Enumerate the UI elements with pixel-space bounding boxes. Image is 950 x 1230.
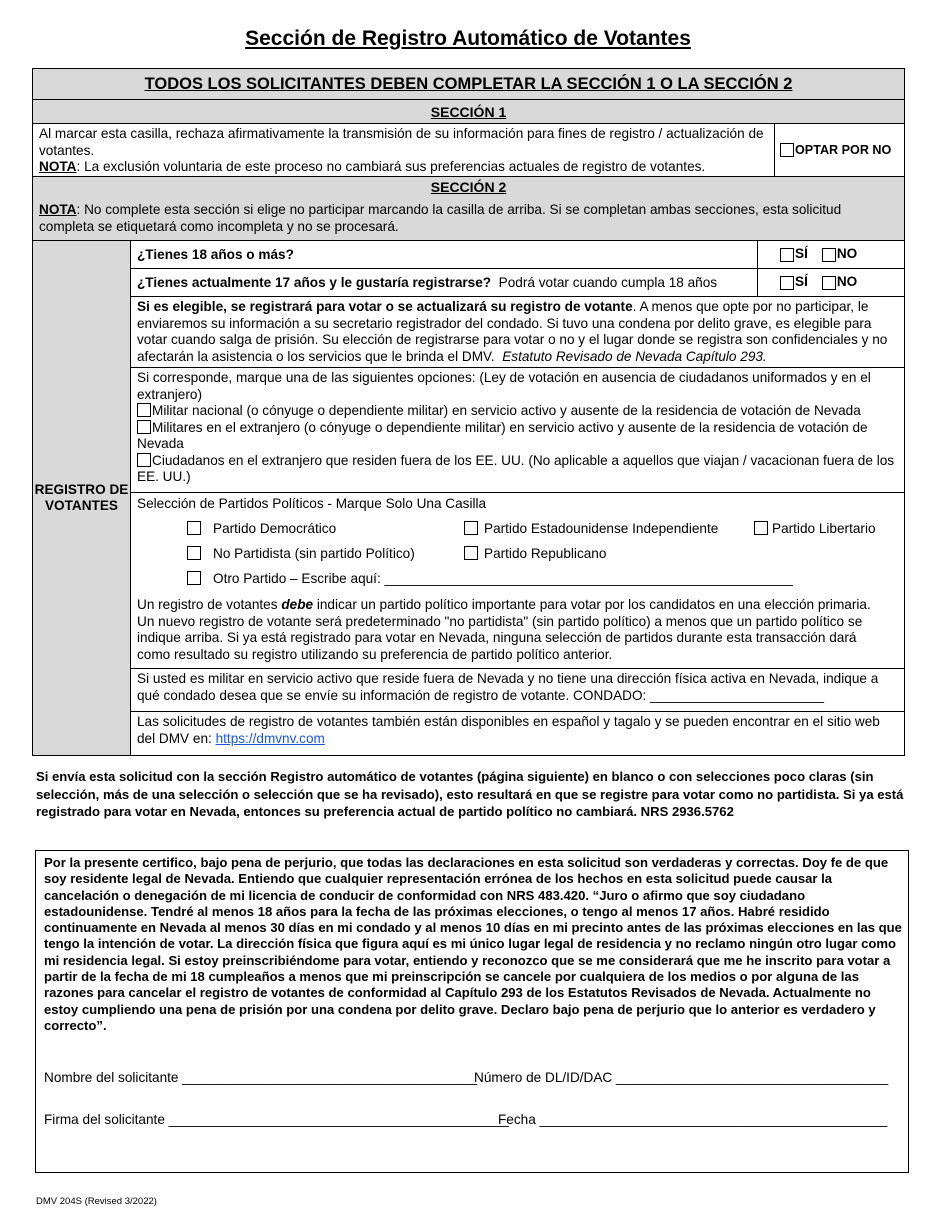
question-17-text (131, 269, 758, 296)
voter-registration-block (33, 241, 904, 755)
uocava-option-3-label: Ciudadanos en el extranjero que residen fuera de los EE. UU. (No aplicable a aquellos que viajan / vacacionan fuera de los EE. UU.) (137, 452, 895, 484)
party-libertarian-checkbox[interactable] (754, 521, 768, 535)
form-header: TODOS LOS SOLICITANTES DEBEN COMPLETAR LA SECCIÓN 1 O LA SECCIÓN 2 (33, 69, 904, 100)
q18-yes-label: SÍ (795, 246, 808, 262)
question-18-text (131, 241, 758, 268)
party-independent-american-option[interactable] (464, 521, 718, 538)
q17-yes-option[interactable] (780, 274, 808, 291)
section1-heading: SECCIÓN 1 (33, 100, 904, 124)
registration-body (131, 241, 904, 755)
opt-out-checkbox[interactable] (780, 143, 794, 157)
uocava-option-1-label: Militar nacional (o cónyuge o dependiente militar) en servicio activo y ausente de la residencia de votación de Nevada (152, 403, 861, 418)
section1-note-label: NOTA (39, 159, 77, 174)
uocava-intro: Si corresponde, marque una de las siguientes opciones: (Ley de votación en ausencia de ciudadanos uniformados y en el extranjero) (137, 370, 871, 402)
q18-no-label: NO (836, 246, 858, 262)
uocava-option-2-label: Militares en el extranjero (o cónyuge o dependiente militar) en servicio activo y ausente de la residencia de votación de Nevada (137, 419, 868, 451)
voter-registration-form (32, 68, 905, 756)
dmv-website-link[interactable]: https://dmvnv.com (215, 730, 325, 746)
party-selection-block (131, 493, 904, 669)
party-nonpartisan-checkbox[interactable] (187, 546, 201, 560)
section1-row (33, 124, 904, 177)
section1-note: : La exclusión voluntaria de este proceso no cambiará sus preferencias actuales de registro de votantes. (76, 159, 706, 174)
party-other-checkbox[interactable] (187, 571, 201, 585)
party-note (137, 597, 891, 663)
uocava-checkbox-2[interactable] (137, 420, 151, 434)
uocava-option-2[interactable] (137, 420, 898, 453)
question-17-extra: Podrá votar cuando cumpla 18 años (498, 275, 718, 290)
party-democratic-label: Partido Democrático (213, 521, 337, 536)
party-libertarian-option[interactable] (754, 521, 876, 538)
q17-no-label: NO (836, 274, 858, 290)
question-17-label: ¿Tienes actualmente 17 años y le gustaría registrarse? (137, 275, 492, 290)
availability-block (131, 712, 904, 755)
section1-text (33, 124, 775, 176)
opt-out-label: OPTAR POR NO (795, 143, 892, 157)
applicant-signature-field[interactable]: Firma del solicitante _____________________________________________ (44, 1112, 509, 1127)
question-18 (131, 241, 904, 269)
q18-no-option[interactable] (822, 246, 857, 263)
section2-note-text: : No complete esta sección si elige no participar marcando la casilla de arriba. Si se completan ambas secciones, esta solicitud completa se etiquetará como incompleta y no se procesará. (39, 202, 842, 234)
certification-text: Por la presente certifico, bajo pena de perjurio, que todas las declaraciones en esta solicitud son verdaderas y correctas. Doy fe de que soy residente legal de Nevada. Entiendo que cualquier representación errónea de los hechos en esta solicitud puede causar la cancelación o denegación de mi licencia de conducir de conformidad con NRS 483.420. “Juro o afirmo que soy ciudadano estadounidense. Tendré al menos 18 años para la fecha de las próximas elecciones, o tengo al menos 17 años. Habré residido continuamente en Nevada al menos 30 días en mi condado y al menos 10 días en mi precinto antes de las próximas elecciones en las que tengo la intención de votar. La dirección física que figura aquí es mi único lugar legal de residencia y no reclamo ningún otro lugar como mi residencia legal. Si estoy preinscribiéndome para votar, entiendo y reconozco que se me considerará que me he inscrito para votar a partir de la fecha de mi 18 cumpleaños a menos que mi preinscripción se cancele por cualquiera de los medios o por alguna de las razones para cancelar el registro de votantes de conformidad al Capítulo 293 de los Estatutos Revisados de Nevada. Actualmente no estoy cumpliendo una pena de prisión por una condena por delito grave. Declaro bajo pena de perjurio que lo anterior es verdadero y correcto”. (44, 855, 902, 1033)
uocava-checkbox-1[interactable] (137, 403, 151, 417)
eligibility-bold: Si es elegible, se registrará para votar o se actualizará su registro de votante (137, 299, 633, 314)
party-note-must: debe (281, 597, 314, 612)
availability-text: Las solicitudes de registro de votantes también están disponibles en español y tagalo y se pueden encontrar en el sitio web del DMV en: (137, 714, 880, 746)
party-libertarian-label: Partido Libertario (772, 521, 876, 536)
section2-heading: SECCIÓN 2 (430, 179, 507, 195)
military-county-text[interactable]: Si usted es militar en servicio activo que reside fuera de Nevada y no tiene una dirección física activa en Nevada, indique a qué condado desea que se envíe su información de registro de votante. CONDADO: _______________________ (137, 671, 879, 703)
question-17-answers (758, 269, 904, 296)
party-democratic-option[interactable] (187, 521, 336, 538)
party-note-a: Un registro de votantes (137, 597, 282, 612)
uocava-option-3[interactable] (137, 453, 898, 486)
party-republican-option[interactable] (464, 546, 606, 563)
q17-no-checkbox[interactable] (822, 276, 836, 290)
side-label: REGISTRO DE VOTANTES (33, 241, 131, 755)
opt-out-option[interactable] (775, 124, 904, 176)
question-18-label: ¿Tienes 18 años o más? (137, 247, 294, 262)
q18-no-checkbox[interactable] (822, 248, 836, 262)
party-other-option[interactable] (187, 571, 793, 588)
party-note-b: indicar un partido político importante para votar por los candidatos en una elección primaria. Un nuevo registro de votante será predeterminado "no partidista" (sin partido político) a menos que un partido político se indique arriba. Si ya está registrado para votar en Nevada, ninguna selección de partidos durante esta transacción dará como resultado su registro utilizando su preferencia de partido político anterior. (137, 597, 871, 662)
uocava-checkbox-3[interactable] (137, 453, 151, 467)
military-county-block (131, 669, 904, 712)
party-republican-checkbox[interactable] (464, 546, 478, 560)
q17-yes-checkbox[interactable] (780, 276, 794, 290)
question-18-answers (758, 241, 904, 268)
q18-yes-option[interactable] (780, 246, 808, 263)
party-democratic-checkbox[interactable] (187, 521, 201, 535)
party-heading: Selección de Partidos Políticos - Marque Solo Una Casilla (137, 496, 487, 511)
certification-box (35, 850, 909, 1173)
uocava-option-1[interactable] (137, 403, 898, 420)
party-independent-american-checkbox[interactable] (464, 521, 478, 535)
party-nonpartisan-option[interactable] (187, 546, 415, 563)
blank-section-notice: Si envía esta solicitud con la sección Registro automático de votantes (página siguiente) en blanco o con selecciones poco claras (sin selección, más de una selección o selección que se ha revisado), esto resultará en que se registre para votar como no partidista. Si ya está registrado para votar en Nevada, entonces su preferencia actual de partido político no cambiará. NRS 2936.5762 (36, 769, 904, 819)
eligibility-text: . A menos que opte por no participar, le enviaremos su información a su secretario registrador del condado. Si tuvo una condena por delito grave, es elegible para votar cuando salga de prisión. Su elección de registrarse para votar o no y el lugar donde se registra son confidenciales y no afectarán la asistencia o los servicios que le brinda el DMV. (137, 299, 888, 364)
form-number: DMV 204S (Revised 3/2022) (36, 1196, 157, 1207)
q17-no-option[interactable] (822, 274, 857, 291)
uocava-block (131, 368, 904, 493)
section2-note (33, 200, 904, 235)
q17-yes-label: SÍ (795, 274, 808, 290)
eligibility-statute: Estatuto Revisado de Nevada Capítulo 293. (502, 348, 767, 364)
applicant-name-field[interactable]: Nombre del solicitante _______________________________________ (44, 1070, 478, 1085)
section2-block (33, 177, 904, 241)
party-other-label[interactable]: Otro Partido – Escribe aquí: ______________________________________________________ (213, 571, 793, 586)
question-17 (131, 269, 904, 297)
party-republican-label: Partido Republicano (484, 546, 607, 561)
dl-number-field[interactable]: Número de DL/ID/DAC ____________________________________ (474, 1070, 889, 1085)
section1-description: Al marcar esta casilla, rechaza afirmativamente la transmisión de su información para fines de registro / actualización de votantes. (39, 126, 764, 158)
q18-yes-checkbox[interactable] (780, 248, 794, 262)
date-field[interactable]: Fecha ______________________________________________ (498, 1112, 888, 1127)
page-title: Sección de Registro Automático de Votantes (245, 27, 691, 50)
party-nonpartisan-label: No Partidista (sin partido Político) (213, 546, 415, 561)
party-independent-american-label: Partido Estadounidense Independiente (484, 521, 719, 536)
section2-note-label: NOTA (39, 202, 77, 217)
eligibility-paragraph (131, 297, 904, 368)
